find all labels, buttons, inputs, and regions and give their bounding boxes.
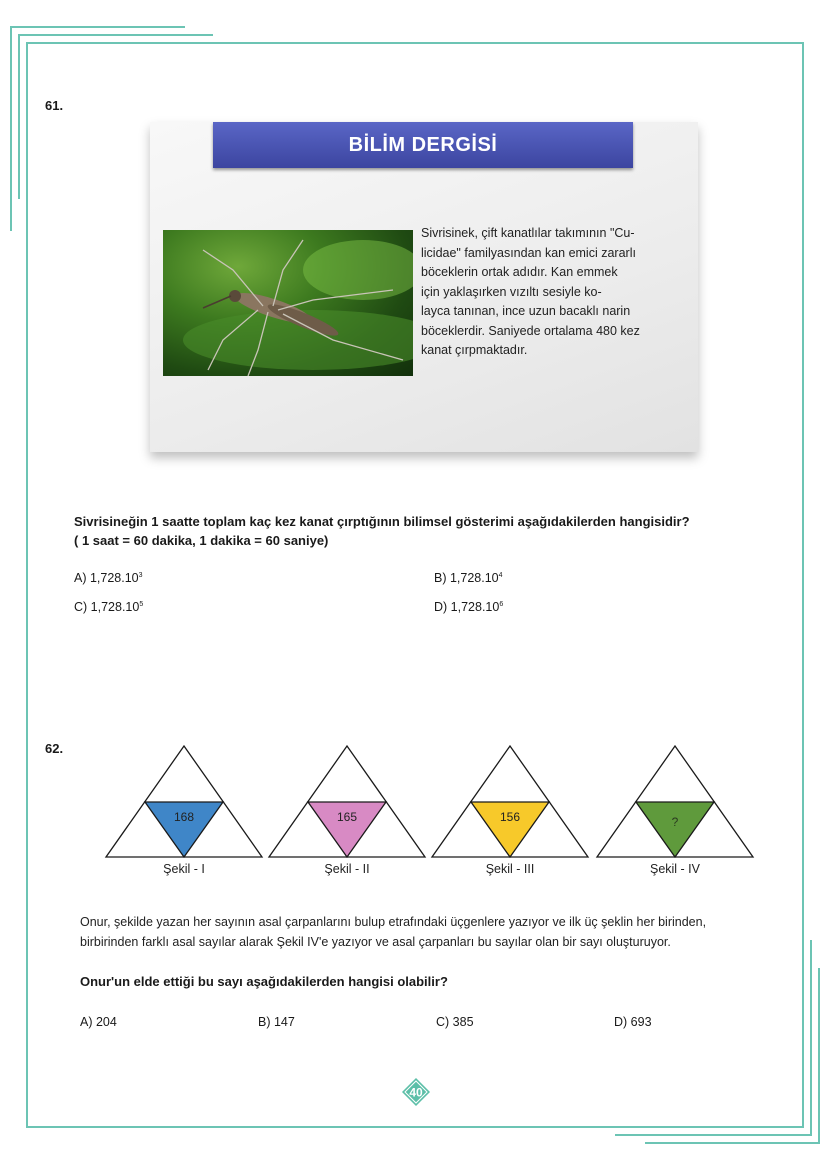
figure-1-value: 168 <box>173 810 195 824</box>
question-62-prompt: Onur'un elde ettiği bu sayı aşağıdakilerden hangisi olabilir? <box>80 974 448 989</box>
article-line: böceklerdir. Saniyede ortalama 480 kez <box>421 323 640 338</box>
question-61-line1: Sivrisineğin 1 saatte toplam kaç kez kanat çırptığının bilimsel gösterimi aşağıdakilerden hangisidir? <box>74 514 690 529</box>
figure-3 <box>432 746 588 876</box>
figure-3-caption: Şekil - III <box>485 862 535 876</box>
figure-2-caption: Şekil - II <box>324 862 370 876</box>
option-62-b[interactable]: B) 147 <box>258 1015 295 1029</box>
option-61-d[interactable]: D) 1,728.10$^6$ <box>434 600 504 614</box>
article-line: layca tanınan, ince uzun bacaklı narin <box>421 304 631 318</box>
figure-2 <box>269 746 425 876</box>
article-line: licidae" familyasından kan emici zararlı <box>421 245 636 260</box>
mosquito-photo <box>163 230 413 376</box>
figure-1-caption: Şekil - I <box>163 862 205 876</box>
article-line: kanat çırpmaktadır. <box>421 343 528 357</box>
article-line: Sivrisinek, çift kanatlılar takımının "Cu- <box>421 226 635 240</box>
option-62-a[interactable]: A) 204 <box>80 1015 117 1029</box>
figure-4-value: ? <box>671 815 679 829</box>
option-61-a[interactable]: A) 1,728.10$^3$ <box>74 571 143 585</box>
question-61-line2: ( 1 saat = 60 dakika, 1 dakika = 60 saniye) <box>74 533 329 548</box>
figure-1 <box>106 746 262 876</box>
article-line: için yaklaşırken vızıltı sesiyle ko- <box>421 284 602 299</box>
triangle-figures <box>100 742 770 882</box>
page-number-badge <box>401 1077 431 1107</box>
article-text <box>421 224 671 361</box>
question-61-text <box>74 512 690 550</box>
question-number-61: 61. <box>45 98 64 113</box>
magazine-title: BİLİM DERGİSİ <box>213 122 633 168</box>
figure-2-value: 165 <box>336 810 358 824</box>
question-62-line2: birbirinden farklı asal sayılar alarak Şekil IV'e yazıyor ve asal çarpanları bu sayılar olan bir sayı oluşturuyor. <box>80 935 671 949</box>
article-line: böceklerin ortak adıdır. Kan emmek <box>421 265 618 279</box>
figure-4 <box>597 746 753 876</box>
figure-3-value: 156 <box>499 810 521 824</box>
question-number-62: 62. <box>45 741 64 756</box>
option-61-c[interactable]: C) 1,728.10$^5$ <box>74 600 144 614</box>
option-61-b[interactable]: B) 1,728.10$^4$ <box>434 571 503 585</box>
option-62-d[interactable]: D) 693 <box>614 1015 652 1029</box>
figure-4-caption: Şekil - IV <box>649 862 701 876</box>
page-number: 40 <box>409 1085 423 1100</box>
mosquito-icon <box>163 230 413 376</box>
option-62-c[interactable]: C) 385 <box>436 1015 474 1029</box>
question-62-description <box>80 912 706 952</box>
question-62-line1: Onur, şekilde yazan her sayının asal çarpanlarını bulup etrafındaki üçgenlere yazıyor ve ilk üç şeklin her birinden, <box>80 915 707 929</box>
